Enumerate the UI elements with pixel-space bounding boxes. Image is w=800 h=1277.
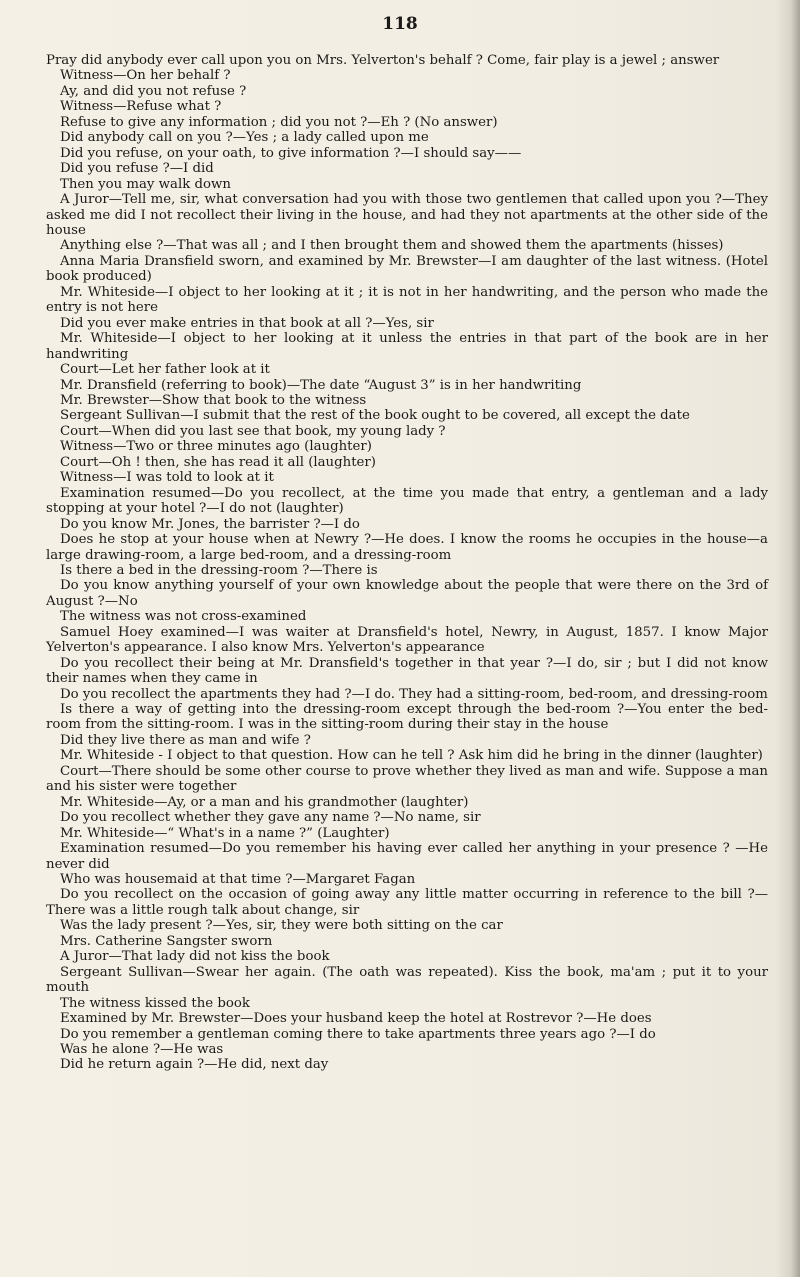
transcript-paragraph: Do you recollect whether they gave any name ?—No name, sir xyxy=(60,810,481,826)
transcript-paragraph: Was he alone ?—He was xyxy=(60,1042,224,1057)
transcript-paragraph: Do you remember a gentleman coming there to take apartments three years ago ?—I do xyxy=(60,1026,656,1042)
transcript-paragraph: Mr. Whiteside—I object to her looking at it unless the entries in that part of the book are in her handwriting xyxy=(46,331,768,362)
transcript-paragraph: Do you know anything yourself of your own knowledge about the people that were there on the 3rd of August ?—No xyxy=(46,578,768,609)
transcript-paragraph: The witness was not cross-examined xyxy=(60,609,307,625)
transcript-paragraph: Sergeant Sullivan—Swear her again. (The oath was repeated). Kiss the book, ma'am ; put it to your mouth xyxy=(46,964,768,996)
transcript-paragraph: Mr. Dransfield (referring to book)—The date “August 3” is in her handwriting xyxy=(60,377,582,393)
transcript-paragraph: Sergeant Sullivan—I submit that the rest of the book ought to be covered, all except the date xyxy=(60,408,690,424)
transcript-paragraph: Court—Oh ! then, she has read it all (laughter) xyxy=(60,454,376,470)
transcript-paragraph: Did they live there as man and wife ? xyxy=(60,732,311,748)
transcript-paragraph: Was the lady present ?—Yes, sir, they were both sitting on the car xyxy=(60,918,503,934)
transcript-paragraph: Ay, and did you not refuse ? xyxy=(60,83,247,99)
transcript-paragraph: A Juror—That lady did not kiss the book xyxy=(60,949,330,965)
transcript-paragraph: Samuel Hoey examined—I was waiter at Dransfield's hotel, Newry, in August, 1857. I know Major Yelverton's appearance. I also know Mrs. Yelverton's appearance xyxy=(46,624,768,656)
transcript-paragraph: Court—Let her father look at it xyxy=(60,362,270,378)
transcript-paragraph: Examination resumed—Do you remember his having ever called her anything in your presence ? —He never did xyxy=(46,841,768,872)
transcript-paragraph: Mrs. Catherine Sangster sworn xyxy=(60,933,273,949)
transcript-paragraph: Do you recollect on the occasion of going away any little matter occurring in reference to the bill ?—There was a little rough talk about change, sir xyxy=(46,887,768,918)
transcript-paragraph: A Juror—Tell me, sir, what conversation had you with those two gentlemen that called upon you ?—They asked me did I not recollect their living in the house, and had they not apartments at the other side of the house xyxy=(46,192,768,238)
transcript-paragraph: Did you refuse, on your oath, to give information ?—I should say—— xyxy=(60,145,522,161)
transcript-paragraph: Who was housemaid at that time ?—Margaret Fagan xyxy=(60,872,416,888)
transcript-paragraph: Witness—Refuse what ? xyxy=(60,99,222,115)
transcript-paragraph: Does he stop at your house when at Newry ?—He does. I know the rooms he occupies in the house—a large drawing-room, a large bed-room, and a dressing-room xyxy=(46,532,768,563)
transcript-paragraph: Do you recollect their being at Mr. Dransfield's together in that year ?—I do, sir ; but I did not know their names when they came in xyxy=(46,655,768,687)
transcript-paragraph: Did you ever make entries in that book at all ?—Yes, sir xyxy=(60,315,434,331)
transcript-paragraph: Do you recollect the apartments they had ?—I do. They had a sitting-room, bed-room, and dressing-room xyxy=(60,686,768,702)
transcript-paragraph: Anything else ?—That was all ; and I then brought them and showed them the apartments (hisses) xyxy=(60,238,724,254)
transcript-paragraph: Then you may walk down xyxy=(60,176,231,192)
transcript-paragraph: Mr. Whiteside—I object to her looking at it ; it is not in her handwriting, and the person who made the entry is not here xyxy=(46,284,768,316)
transcript-paragraph: Examined by Mr. Brewster—Does your husband keep the hotel at Rostrevor ?—He does xyxy=(60,1011,652,1027)
transcript-paragraph: Did anybody call on you ?—Yes ; a lady called upon me xyxy=(60,130,429,146)
transcript-paragraph: Pray did anybody ever call upon you on Mrs. Yelverton's behalf ? Come, fair play is a jewel ; answer xyxy=(46,53,720,68)
transcript-paragraph: Is there a way of getting into the dressing-room except through the bed-room ?—You enter the bed-room from the sitting-room. I was in the sitting-room during their stay in the house xyxy=(46,702,768,733)
transcript-paragraph: Mr. Whiteside—“ What's in a name ?” (Laughter) xyxy=(60,825,390,841)
transcript-paragraph: Witness—Two or three minutes ago (laughter) xyxy=(60,439,372,455)
transcript-paragraph: The witness kissed the book xyxy=(60,995,250,1011)
transcript-paragraph: Mr. Whiteside - I object to that question. How can he tell ? Ask him did he bring in the dinner (laughter) xyxy=(60,748,763,764)
transcript-paragraph: Court—When did you last see that book, my young lady ? xyxy=(60,423,446,439)
transcript-paragraph: Is there a bed in the dressing-room ?—There is xyxy=(60,562,378,578)
transcript-paragraph: Witness—I was told to look at it xyxy=(60,470,274,486)
page-binding-edge xyxy=(776,0,800,1277)
transcript-paragraph: Mr. Brewster—Show that book to the witness xyxy=(60,392,367,408)
transcript-paragraph: Court—There should be some other course to prove whether they lived as man and wife. Suppose a man and his sister were together xyxy=(46,763,768,795)
transcript-paragraph: Did he return again ?—He did, next day xyxy=(60,1057,329,1073)
transcript-paragraph: Refuse to give any information ; did you not ?—Eh ? (No answer) xyxy=(60,114,498,130)
transcript-paragraph: Mr. Whiteside—Ay, or a man and his grandmother (laughter) xyxy=(60,794,469,810)
transcript-paragraph: Did you refuse ?—I did xyxy=(60,161,214,177)
transcript-paragraph: Do you know Mr. Jones, the barrister ?—I do xyxy=(60,516,360,532)
transcript-paragraph: Witness—On her behalf ? xyxy=(60,68,231,84)
page-number: 118 xyxy=(382,14,418,34)
transcript-text xyxy=(46,53,768,1073)
transcript-paragraph: Examination resumed—Do you recollect, at the time you made that entry, a gentleman and a lady stopping at your hotel ?—I do not (laughter) xyxy=(46,485,768,517)
transcript-paragraph: Anna Maria Dransfield sworn, and examined by Mr. Brewster—I am daughter of the last witness. (Hotel book produced) xyxy=(46,253,768,285)
